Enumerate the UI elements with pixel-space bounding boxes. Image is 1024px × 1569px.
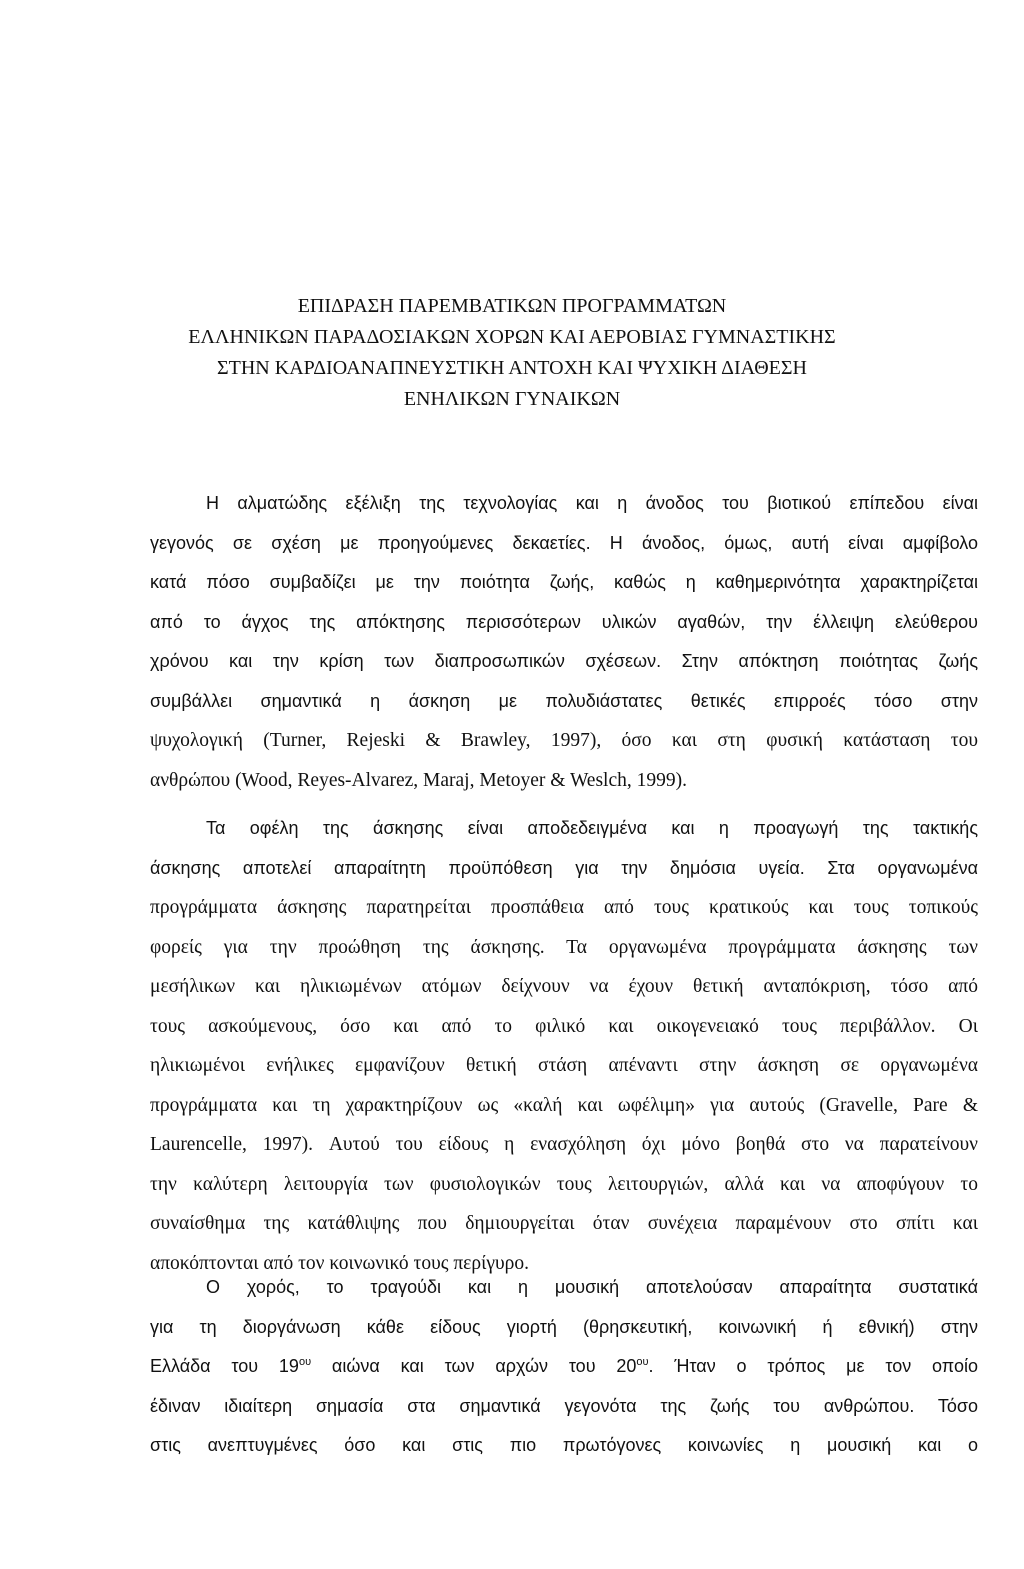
title-line: ΕΝΗΛΙΚΩΝ ΓΥΝΑΙΚΩΝ bbox=[403, 388, 621, 410]
text-line: φορείς για την προώθηση της άσκησης. Τα οργανωμένα προγράμματα άσκησης των bbox=[150, 936, 978, 958]
title-line: ΕΠΙΔΡΑΣΗ ΠΑΡΕΜΒΑΤΙΚΩΝ ΠΡΟΓΡΑΜΜΑΤΩΝ bbox=[297, 295, 727, 317]
text-line: συμβάλλει σημαντικά η άσκηση με πολυδιάστατες θετικές επιρροές τόσο στην bbox=[150, 690, 978, 711]
title-line: ΣΤΗΝ ΚΑΡΔΙΟΑΝΑΠΝΕΥΣΤΙΚΗ ΑΝΤΟΧΗ ΚΑΙ ΨΥΧΙΚΗ ΔΙΑΘΕΣΗ bbox=[217, 357, 807, 379]
text-line: στις ανεπτυγμένες όσο και στις πιο πρωτόγονες κοινωνίες η μουσική και ο bbox=[150, 1435, 978, 1455]
superscript: ου bbox=[636, 1356, 649, 1368]
text-line: άσκησης αποτελεί απαραίτητη προϋπόθεση για την δημόσια υγεία. Στα οργανωμένα bbox=[150, 857, 978, 878]
text-line: ψυχολογική (Turner, Rejeski & Brawley, 1997), όσο και στη φυσική κατάσταση του bbox=[150, 730, 978, 751]
text-line: για τη διοργάνωση κάθε είδους γιορτή (θρησκευτική, κοινωνική ή εθνική) στην bbox=[150, 1316, 978, 1337]
text-fragment: αιώνα και των αρχών του 20 bbox=[311, 1356, 637, 1376]
text-fragment: . Ήταν ο τρόπος με τον οποίο bbox=[648, 1356, 978, 1376]
text-line: αποκόπτονται από τον κοινωνικό τους περίγυρο. bbox=[150, 1252, 529, 1274]
paragraph-intro bbox=[150, 484, 978, 800]
text-line bbox=[150, 1347, 978, 1387]
text-line: ανθρώπου (Wood, Reyes-Alvarez, Maraj, Metoyer & Weslch, 1999). bbox=[150, 769, 687, 791]
text-line: γεγονός σε σχέση με προηγούμενες δεκαετίες. Η άνοδος, όμως, αυτή είναι αμφίβολο bbox=[150, 532, 978, 553]
text-line: ηλικιωμένοι ενήλικες εμφανίζουν θετική στάση απέναντι στην άσκηση σε οργανωμένα bbox=[150, 1055, 978, 1076]
document-title bbox=[0, 291, 1024, 415]
text-line: Laurencelle, 1997). Αυτού του είδους η ενασχόληση όχι μόνο βοηθά στο να παρατείνουν bbox=[150, 1134, 978, 1155]
superscript: ου bbox=[298, 1356, 312, 1368]
text-line: προγράμματα και τη χαρακτηρίζουν ως «καλή και ωφέλιμη» για αυτούς (Gravelle, Pare & bbox=[150, 1094, 978, 1116]
text-line: προγράμματα άσκησης παρατηρείται προσπάθεια από τους κρατικούς και τους τοπικούς bbox=[150, 897, 978, 918]
text-line: κατά πόσο συμβαδίζει με την ποιότητα ζωής, καθώς η καθημερινότητα χαρακτηρίζεται bbox=[150, 572, 978, 592]
text-line: Τα οφέλη της άσκησης είναι αποδεδειγμένα και η προαγωγή της τακτικής bbox=[206, 818, 978, 838]
text-line: χρόνου και την κρίση των διαπροσωπικών σχέσεων. Στην απόκτηση ποιότητας ζωής bbox=[150, 651, 978, 671]
text-line: μεσήλικων και ηλικιωμένων ατόμων δείχνουν να έχουν θετική ανταπόκριση, τόσο από bbox=[150, 976, 978, 997]
text-line: συναίσθημα της κατάθλιψης που δημιουργείται όταν συνέχεια παραμένουν στο σπίτι και bbox=[150, 1213, 978, 1234]
text-fragment: Ελλάδα του 19 bbox=[150, 1356, 299, 1376]
title-line: ΕΛΛΗΝΙΚΩΝ ΠΑΡΑΔΟΣΙΑΚΩΝ ΧΟΡΩΝ ΚΑΙ ΑΕΡΟΒΙΑΣ ΓΥΜΝΑΣΤΙΚΗΣ bbox=[188, 326, 836, 348]
paragraph-benefits bbox=[150, 809, 978, 1283]
text-line: από το άγχος της απόκτησης περισσότερων υλικών αγαθών, την έλλειψη ελεύθερου bbox=[150, 611, 978, 632]
text-line: Η αλματώδης εξέλιξη της τεχνολογίας και η άνοδος του βιοτικού επίπεδου είναι bbox=[206, 493, 978, 513]
text-line: Ο χορός, το τραγούδι και η μουσική αποτελούσαν απαραίτητα συστατικά bbox=[206, 1277, 978, 1297]
text-line: έδιναν ιδιαίτερη σημασία στα σημαντικά γεγονότα της ζωής του ανθρώπου. Τόσο bbox=[150, 1395, 978, 1416]
text-line: τους ασκούμενους, όσο και από το φιλικό και οικογενειακό τους περιβάλλον. Οι bbox=[150, 1015, 978, 1037]
paragraph-dance bbox=[150, 1268, 978, 1466]
text-line: την καλύτερη λειτουργία των φυσιολογικών τους λειτουργιών, αλλά και να αποφύγουν το bbox=[150, 1173, 978, 1195]
